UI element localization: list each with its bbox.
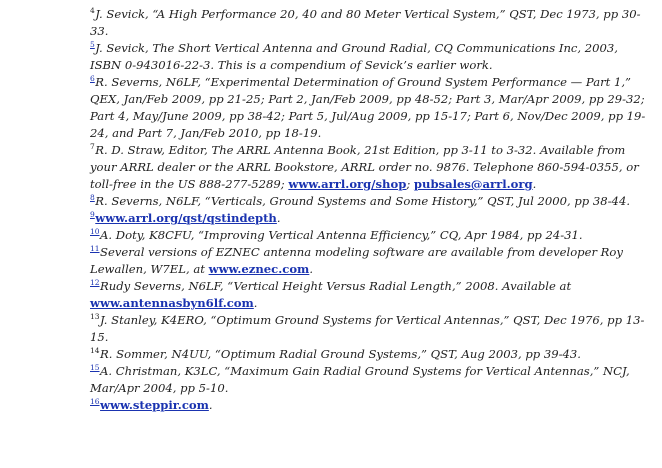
- reference-item: [90, 6, 650, 40]
- footnote-number: 13: [90, 312, 100, 321]
- footnote-number[interactable]: 6: [90, 74, 95, 83]
- footnote-number[interactable]: 12: [90, 278, 100, 287]
- reference-link[interactable]: www.arrl.org/shop: [288, 177, 407, 191]
- reference-link[interactable]: www.arrl.org/qst/qstindepth: [95, 211, 277, 225]
- reference-text: .: [532, 177, 537, 191]
- reference-link[interactable]: www.eznec.com: [208, 262, 310, 276]
- footnote-number: 4: [90, 6, 95, 15]
- reference-text: ;: [406, 177, 414, 191]
- reference-text: .: [208, 398, 213, 412]
- reference-text: Rudy Severns, N6LF, “Vertical Height Versus Radial Length,” 2008. Available at: [100, 279, 572, 293]
- reference-text: A. Doty, K8CFU, “Improving Vertical Antenna Efficiency,” CQ, Apr 1984, pp 24-31.: [100, 228, 583, 242]
- reference-text: J. Sevick, The Short Vertical Antenna and Ground Radial, CQ Communications Inc, 2003, ISBN 0-943016-22-3. This is a compendium of Sevick’s earlier work.: [90, 41, 618, 72]
- reference-link[interactable]: pubsales@arrl.org: [413, 177, 533, 191]
- footnote-number[interactable]: 15: [90, 363, 100, 372]
- reference-item: [90, 193, 650, 210]
- footnote-number[interactable]: 11: [90, 244, 100, 253]
- reference-item: [90, 40, 650, 74]
- reference-item: [90, 74, 650, 142]
- reference-item: [90, 278, 650, 312]
- reference-item: [90, 363, 650, 397]
- footnote-number[interactable]: 9: [90, 210, 95, 219]
- reference-text: .: [309, 262, 314, 276]
- reference-text: R. Severns, N6LF, “Experimental Determination of Ground System Performance — Part 1,” QEX, Jan/Feb 2009, pp 21-25; Part 2, Jan/Feb 2009, pp 48-52; Part 3, Mar/Apr 2009, pp 29-32; Part 4, May/June 2009, pp 38-42; Part 5, Jul/Aug 2009, pp 15-17; Part 6, Nov/Dec 2009, pp 19-24, and Part 7, Jan/Feb 2010, pp 18-19.: [90, 75, 646, 140]
- reference-list: [90, 6, 650, 414]
- reference-text: R. D. Straw, Editor, The ARRL Antenna Book, 21st Edition, pp 3-11 to 3-32. Available from your ARRL dealer or the ARRL Bookstore, ARRL order no. 9876. Telephone 860-594-0355, or toll-free in the US 888-277-5289;: [90, 143, 639, 191]
- reference-link[interactable]: www.antennasbyn6lf.com: [90, 296, 254, 310]
- reference-item: [90, 244, 650, 278]
- reference-link[interactable]: www.steppir.com: [100, 398, 209, 412]
- reference-item: [90, 227, 650, 244]
- reference-text: J. Stanley, K4ERO, “Optimum Ground Systems for Vertical Antennas,” QST, Dec 1976, pp 13-15.: [90, 313, 645, 344]
- footnote-number: 7: [90, 142, 95, 151]
- reference-item: [90, 346, 650, 363]
- reference-item: [90, 142, 650, 193]
- reference-text: A. Christman, K3LC, “Maximum Gain Radial Ground Systems for Vertical Antennas,” NCJ, Mar/Apr 2004, pp 5-10.: [90, 364, 630, 395]
- footnote-number[interactable]: 16: [90, 397, 100, 406]
- reference-item: [90, 312, 650, 346]
- footnote-number: 14: [90, 346, 100, 355]
- reference-text: .: [276, 211, 281, 225]
- reference-text: R. Sommer, N4UU, “Optimum Radial Ground Systems,” QST, Aug 2003, pp 39-43.: [100, 347, 581, 361]
- footnote-number[interactable]: 8: [90, 193, 95, 202]
- reference-item: [90, 397, 650, 414]
- reference-text: Several versions of EZNEC antenna modeling software are available from developer Roy Lewallen, W7EL, at: [90, 245, 623, 276]
- footnote-number[interactable]: 5: [90, 40, 95, 49]
- reference-text: R. Severns, N6LF, “Verticals, Ground Systems and Some History,” QST, Jul 2000, pp 38-44.: [95, 194, 631, 208]
- reference-text: .: [253, 296, 258, 310]
- reference-item: [90, 210, 650, 227]
- footnote-number[interactable]: 10: [90, 227, 100, 236]
- reference-text: J. Sevick, “A High Performance 20, 40 and 80 Meter Vertical System,” QST, Dec 1973, pp 30-33.: [90, 7, 641, 38]
